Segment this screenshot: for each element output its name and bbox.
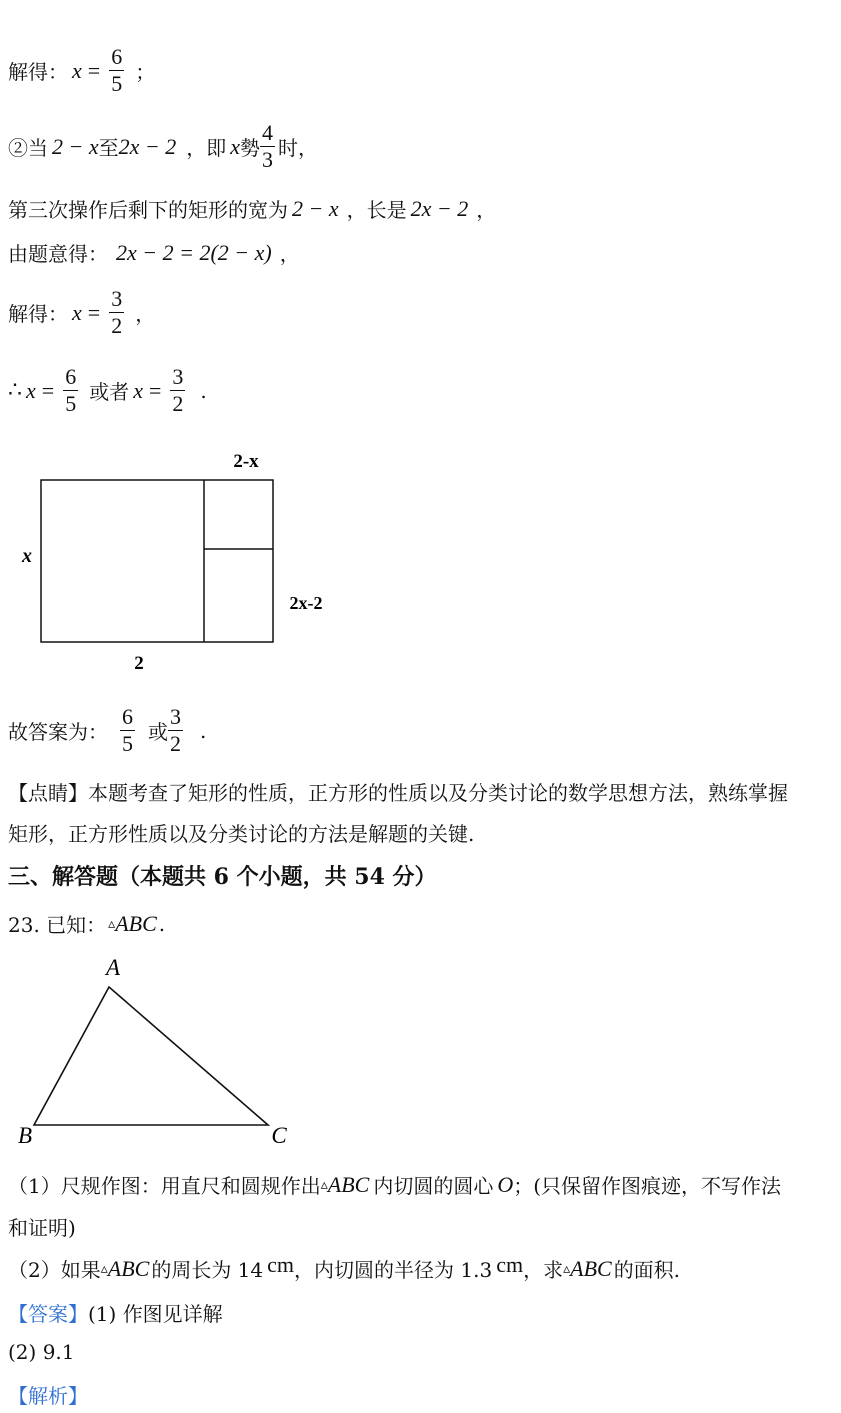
text: （2）如果 xyxy=(8,1258,101,1282)
triangle-symbol: ▵ xyxy=(563,1260,571,1277)
expression: 2 − x xyxy=(292,195,339,221)
label: ②当 xyxy=(8,136,48,160)
denominator: 5 xyxy=(122,731,133,756)
punct: . xyxy=(200,718,207,743)
text: 内切圆的圆心 xyxy=(373,1174,494,1198)
var-x: x xyxy=(230,133,241,159)
question-23-part-1-cont: 和证明) xyxy=(8,1216,76,1240)
punct: ， xyxy=(476,198,497,222)
fraction xyxy=(109,44,124,97)
symbol: 至 xyxy=(98,136,119,160)
expression: 2x − 2 xyxy=(118,133,177,159)
fraction xyxy=(63,364,78,417)
fraction xyxy=(170,364,185,417)
solve-line-1 xyxy=(8,44,155,97)
equation-line xyxy=(8,238,300,267)
numerator: 6 xyxy=(111,44,123,69)
answer-line xyxy=(8,704,206,757)
var-x: x xyxy=(72,299,82,325)
text: ；(只保留作图痕迹，不写作法 xyxy=(513,1174,782,1198)
punct: ， xyxy=(279,242,300,266)
answer-label: 【答案】 xyxy=(8,1302,88,1326)
denominator: 2 xyxy=(111,313,123,338)
punct: . xyxy=(200,378,207,403)
conclusion-line xyxy=(8,364,207,417)
analysis-label: 【解析】 xyxy=(8,1384,88,1408)
text: ，长是 xyxy=(346,198,407,222)
text: 由题意得： xyxy=(8,242,108,266)
text: ，求 xyxy=(523,1258,564,1282)
denominator: 2 xyxy=(172,391,184,416)
numerator: 3 xyxy=(170,704,181,729)
text: 时， xyxy=(278,136,319,160)
denominator: 2 xyxy=(170,731,181,756)
third-op-line xyxy=(8,194,496,223)
denominator: 5 xyxy=(111,71,123,96)
text: 或者 xyxy=(89,380,130,404)
rectangle-figure xyxy=(0,440,360,680)
expression: 2 − x xyxy=(52,133,99,159)
question-number: 23. 已知： xyxy=(8,913,107,937)
solve-line-2 xyxy=(8,286,155,339)
punct: . xyxy=(158,911,166,936)
unit: cm xyxy=(267,1251,295,1277)
fraction xyxy=(260,120,275,173)
fraction xyxy=(168,704,183,757)
text: 故答案为： xyxy=(8,720,108,744)
triangle-figure xyxy=(0,945,320,1155)
triangle-name: ABC xyxy=(327,1171,370,1197)
text: 的面积. xyxy=(613,1258,681,1282)
equals: = xyxy=(87,57,101,83)
question-23-part-1 xyxy=(8,1170,781,1199)
numerator: 3 xyxy=(111,286,123,311)
equals: = xyxy=(148,377,162,403)
triangle-symbol: ▵ xyxy=(108,915,116,932)
triangle-abc xyxy=(34,987,268,1125)
bottom-label: 2 xyxy=(134,653,144,674)
text: ，即 xyxy=(186,136,227,160)
punct: ， xyxy=(135,302,156,326)
section-title: 三、解答题（本题共 6 个小题，共 54 分） xyxy=(8,864,437,890)
denominator: 5 xyxy=(65,391,77,416)
numerator: 4 xyxy=(262,120,274,145)
punct: ； xyxy=(135,60,156,84)
right-label: 2x-2 xyxy=(289,593,323,613)
expression: 2x − 2 = 2(2 − x) xyxy=(116,239,272,265)
denominator: 3 xyxy=(262,147,274,172)
numerator: 3 xyxy=(172,364,184,389)
label: 解得： xyxy=(8,302,68,326)
answer-part-2: (2) 9.1 xyxy=(8,1340,75,1364)
vertex-b-label: B xyxy=(17,1123,33,1148)
question-23-part-2 xyxy=(8,1251,681,1283)
fraction xyxy=(120,704,135,757)
therefore-symbol: ∴ xyxy=(8,378,22,403)
var-x: x xyxy=(26,377,36,403)
triangle-symbol: ▵ xyxy=(320,1176,328,1193)
numerator: 6 xyxy=(122,704,133,729)
triangle-symbol: ▵ xyxy=(100,1260,108,1277)
text: （1）尺规作图：用直尺和圆规作出 xyxy=(8,1174,321,1198)
equals: = xyxy=(87,299,101,325)
case-2-line xyxy=(8,120,318,173)
vertex-a-label: A xyxy=(105,955,121,980)
triangle-name: ABC xyxy=(115,910,157,936)
symbol: 勢 xyxy=(240,136,261,160)
text: 的周长为 14 xyxy=(151,1258,264,1282)
answer-part-1: (1) 作图见详解 xyxy=(88,1302,223,1326)
label: 解得： xyxy=(8,60,68,84)
numerator: 6 xyxy=(65,364,77,389)
unit: cm xyxy=(496,1251,524,1277)
var-x: x xyxy=(72,57,82,83)
fraction xyxy=(109,286,124,339)
equals: = xyxy=(41,377,55,403)
comment-line-1: 【点睛】本题考查了矩形的性质，正方形的性质以及分类讨论的数学思想方法，熟练掌握 xyxy=(8,781,788,805)
expression: 2x − 2 xyxy=(410,195,469,221)
text: ，内切圆的半径为 1.3 xyxy=(294,1258,493,1282)
vertex-c-label: C xyxy=(271,1123,287,1148)
var-x: x xyxy=(133,377,143,403)
top-label: 2-x xyxy=(233,451,259,472)
comment-line-2: 矩形，正方形性质以及分类讨论的方法是解题的关键. xyxy=(8,822,475,846)
answer-section xyxy=(8,1298,223,1327)
text: 第三次操作后剩下的矩形的宽为 xyxy=(8,198,288,222)
question-23 xyxy=(8,909,165,938)
circle-center-label: O xyxy=(497,1171,514,1197)
text: 或 xyxy=(148,720,168,744)
left-label: x xyxy=(22,545,32,567)
triangle-name: ABC xyxy=(570,1255,612,1281)
outer-rectangle xyxy=(41,480,273,642)
triangle-name: ABC xyxy=(107,1255,150,1281)
